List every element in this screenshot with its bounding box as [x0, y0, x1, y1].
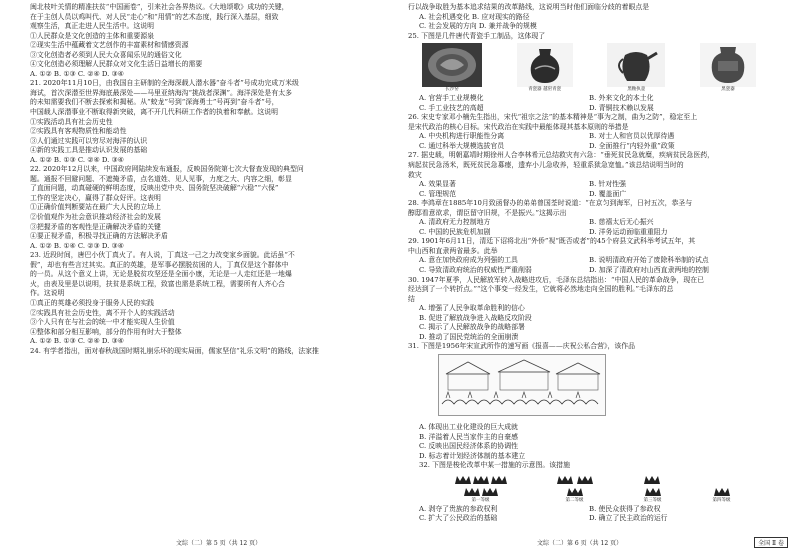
question-27	[408, 151, 770, 199]
q27-stem-line: 救灾	[408, 170, 422, 179]
text-line: 假”，却也有些言过其实。真正的英雄，是军事必摆脱贫困的人，丁真仅是这个群体中	[30, 260, 289, 269]
crown-group-2	[555, 474, 595, 504]
q28-stem-line: 醇邸看意欲求，谓臣留守旧规，不是振兴。”这揭示出	[408, 208, 567, 217]
q28-option-b: B. 慈禧太后无心振兴	[589, 218, 654, 227]
q30-option-a: A. 增强了人民争取革命胜利的信心	[419, 304, 525, 313]
q25-options-row-1	[408, 94, 770, 104]
porcelain-3	[607, 43, 665, 93]
q27-options-row-2	[408, 190, 770, 200]
text-line: 21. 2020年11月10日，由我国自主研制的全海深载人潜水器“奋斗者”号成功完成万米级	[30, 79, 299, 88]
q32-option-c: C. 扩大了公民政治的基础	[419, 514, 498, 523]
porcelain-4	[700, 43, 756, 93]
text-line: ②价值观作为社会意识推动经济社会的发展	[30, 213, 161, 222]
text-line: ②现实生活中蕴藏着文艺创作的丰富素材和情感资源	[30, 41, 189, 50]
q26-option-a: A. 中央机构进行职能性分离	[419, 132, 505, 141]
text-line: 的未知需要我们不断去探索和揭秘。从“蛟龙”号到“深海勇士”号再到“奋斗者”号，	[30, 98, 279, 107]
q30-stem-line: 经达到了一个转折点。”“这个事变一经发生，它就将必然地走向全国的胜利。”毛泽东的总	[408, 285, 674, 294]
q25-option-c: C. 手工业技艺的高超	[419, 103, 484, 112]
text-line: ①实践活动具有社会历史性	[30, 117, 113, 126]
q31-option-d: D. 标志着计划经济体制的基本建立	[419, 451, 526, 460]
q26-options-row-2	[408, 142, 770, 152]
crown-label-2: 第二等级	[565, 497, 584, 503]
crown-label-4: 第四等级	[712, 497, 731, 503]
q31-option-b: B. 洋溢着人民当家作主的自豪感	[419, 432, 519, 441]
text-line: ④要正视矛盾，积极寻找正确的方法解决矛盾	[30, 232, 168, 241]
text-line: 火，由表及里是以说明，扶贫是系统工程，致富也需是系统工程，需要所有人齐心合	[30, 279, 285, 288]
crown-group-4	[711, 474, 733, 504]
q24-options-cd: C. 社会发展的方向 D. 兼并战争的规模	[419, 22, 537, 31]
q30-option-b: B. 促进了解放战争进入战略反攻阶段	[419, 313, 532, 322]
crown-group-3	[642, 474, 664, 504]
q32-options-row-1	[408, 505, 770, 515]
text-line: 作。这说明	[30, 289, 65, 298]
q28-option-c: C. 中国的民族危机加剧	[419, 227, 491, 236]
text-line: 的一员。从这个意义上讲，无论是脱贫攻坚还是全面小康，无论是一人走红还是一地爆	[30, 270, 292, 279]
q28-option-a: A. 清政府无力控制地方	[419, 218, 491, 227]
q27-stem-line: 27. 据史载，明朝嘉靖时期徐州人合李林希元总结救灾有六急：“垂死贫民急就糜，疾病贫民急医药，	[408, 151, 715, 160]
text-line: ④文化创造必须理解人民群众对文化生活日益增长的需要	[30, 60, 203, 69]
text-line: A. ①② B. ①③ C. ②④ D. ③④	[30, 155, 124, 164]
text-line: 在于主创人员以鸡叫代、对人民“走心”和“用情”的艺术态度，践行深入基层，细致	[30, 12, 279, 21]
q25-option-a: A. 官营手工业规模化	[419, 94, 484, 103]
q26-option-d: D. 全面推行“内轻外重”政策	[589, 141, 675, 150]
q32-option-b: B. 使民众获得了参政权	[589, 504, 661, 513]
q26-option-c: C. 通过科举大规模选拔官员	[419, 141, 505, 150]
q29-options-row-1	[408, 256, 770, 266]
text-line: 中国载人深潜事业不断取得新突破，离不开几代科研工作者的执着和奉献。这说明	[30, 108, 279, 117]
q28-options-row-2	[408, 228, 770, 238]
q25-options-row-2	[408, 104, 770, 114]
text-line: 22. 2020年12月以来，中国政府网陆续发布通报，反映国务院第七次大督查发现的典型问	[30, 165, 304, 174]
jar-image	[700, 43, 756, 87]
sketch-image	[438, 354, 606, 416]
right-page-footer: 文综（二）第 6 页（共 12 页）	[537, 540, 623, 547]
text-line: ④整体和部分相互影响，部分的作用有时大于整体	[30, 327, 182, 336]
q29-option-d: D. 加深了清政府对山西直隶两地的控制	[589, 266, 709, 275]
text-line: ③文化创造者必须到人民大众喜闻乐见的通俗文化	[30, 50, 182, 59]
q27-option-a: A. 效果显著	[419, 180, 456, 189]
q25-option-d: D. 青铜技术赖以发展	[589, 103, 654, 112]
text-line: ③个人只有在与社会的统一中才能实现人生价值	[30, 318, 175, 327]
text-line: 题。通报不回避问题、不遮掩矛盾，点名道姓、见人见事，力度之大、内容之细，彰显	[30, 174, 292, 183]
crown-icon	[555, 474, 595, 498]
text-line: ②实践具有社会历史性，离不开个人的实践活动	[30, 308, 175, 317]
q25-stem: 25. 下图是几件唐代青瓷手工制品，这体现了	[408, 31, 546, 40]
text-line: 观察生活，真正走进人民生活中。这说明	[30, 22, 155, 31]
left-page-footer: 文综（二）第 5 页（共 12 页）	[176, 540, 262, 547]
q32-option-a: A. 剥夺了贵族的参政权利	[419, 504, 498, 513]
porcelain-1	[422, 43, 482, 93]
q24-options-ab: A. 社会机遇变化 B. 应对现实的路径	[419, 12, 530, 21]
q29-option-b: B. 说明清政府开始了废除科举制的试点	[589, 256, 709, 265]
q24-continued-line: 行以战争取胜为基本追求结果的改革路线，这说明当时他们面临分歧的着眼点是	[408, 3, 650, 11]
porcelain-caption-1: 长沙窑	[445, 87, 459, 93]
text-line: 24. 有学者指出，面对春秋战国时期礼崩乐坏的现实局面，儒家坚信“礼乐文明”的路线，法家推	[30, 346, 319, 355]
crown-icon	[711, 474, 733, 498]
q30-option-c: C. 揭示了人民解放战争的战略部署	[419, 323, 525, 332]
text-line: ②实践具有客观物质性和能动性	[30, 127, 127, 136]
porcelain-caption-4: 黑瓷器	[721, 87, 735, 93]
text-line: ③把握矛盾的客观性是正确解决矛盾的关键	[30, 222, 161, 231]
text-line: ④新的实践工具是推动认识发展的基础	[30, 146, 148, 155]
q27-stem-line: 病起贫民急汤米，既死贫民急募瘗，遗弃小儿急收养，轻重系狱急宽恤。”该总结说明当时的	[408, 161, 684, 170]
porcelain-caption-2: 青瓷器 越窑青瓷	[528, 87, 562, 93]
text-line: 工作的坚定决心，赢得了群众好评。这表明	[30, 193, 161, 202]
q32-option-d: D. 确立了民主政治的运行	[589, 514, 668, 523]
q29-stem-line: 中山西和直隶两省最多。此举	[408, 246, 498, 255]
q25-option-b: B. 外来文化的本土化	[589, 94, 654, 103]
text-line: 23. 近段时间，唐巴小伙丁真火了。有人说，丁真这一己之力改变家乡面貌。此话虽“不	[30, 251, 295, 260]
q28-stem-line: 28. 李鸿章在1885年10月致函督办的弟弟曾国荃时说道：“在京匀到海军，日衬五次，恭圣与	[408, 199, 693, 208]
q30-stem-line: 结	[408, 294, 415, 303]
q32-crown-diagram	[430, 474, 756, 504]
text-line: 了直面问题，动真碰硬的鲜明态度，反映出党中央、国务院坚决破解“六稳”“六保”	[30, 184, 279, 193]
porcelain-caption-3: 黑釉执壶	[627, 87, 646, 93]
ewer-image	[607, 43, 665, 87]
q31-option-c: C. 反映出国民经济体系的协调性	[419, 442, 518, 451]
q31-stem: 31. 下图是1956年宋宣武所作的速写画《报喜——庆祝公私合营》，该作品	[408, 342, 636, 351]
q27-option-b: B. 针对性强	[589, 180, 627, 189]
plate-image	[422, 43, 482, 87]
q27-options-row-1	[408, 180, 770, 190]
right-page	[397, 0, 794, 551]
text-line: 闽北枝叶关情的精准扶贫“中国画卷”，引来社会各界热议。《大地颂歌》成功的关键，	[30, 3, 289, 11]
q30-stem-line: 30. 1947年夏季，人民解放军转入战略进攻后，毛泽东总结指出：“中国人民的革命战争，现在已	[408, 275, 705, 284]
question-28	[408, 199, 770, 237]
crown-icon	[642, 474, 664, 498]
text-line: ①正确价值判断要站在最广大人民的立场上	[30, 203, 161, 212]
question-29	[408, 237, 770, 275]
porcelain-2	[517, 43, 573, 93]
text-line: ③人们通过实践可以穷尽对海洋的认识	[30, 136, 148, 145]
q24-continuation	[408, 3, 770, 32]
q27-option-d: D. 覆盖面广	[589, 189, 627, 198]
q26-option-b: B. 对士人和官员以优厚待遇	[589, 132, 675, 141]
q26-stem-line: 26. 宋史专家邓小楠先生指出，宋代“祖宗之法”的基本精神是“事为之制，曲为之防”，稳定至上	[408, 113, 698, 122]
q28-options-row-1	[408, 218, 770, 228]
q32-stem: 32. 下图是梭伦改革中某一措施的示意图。该措施	[419, 461, 570, 470]
text-line: ①人民群众是文化创造的主体和重要源泉	[30, 31, 155, 40]
q29-options-row-2	[408, 266, 770, 276]
q29-option-c: C. 导致清政府统治的权威性严重削弱	[419, 266, 532, 275]
q31-option-a: A. 体现出工业化建设的巨大成就	[419, 422, 518, 431]
crown-icon	[454, 474, 508, 498]
q30-option-d: D. 推动了国民党统治的全面崩溃	[419, 332, 519, 341]
crown-label-3: 第三等级	[643, 497, 662, 503]
q25-porcelain-images	[422, 43, 756, 93]
q26-stem-line: 是宋代政治的核心目标。宋代政治在实践中最能体现其基本原则的举措是	[408, 122, 629, 131]
q29-stem-line: 29. 1901年6月11日，清廷下诏将北出“外侨”视“既否或者”的45个府县文武科举考试五年，其	[408, 237, 696, 246]
q29-option-a: A. 意在加快政府成为列强的工具	[419, 256, 518, 265]
text-line: 海试，首次深潜至世界海底最深处——马里亚纳海沟“挑战者深渊”。海洋深处是有太多	[30, 88, 292, 97]
crown-label-1: 第一等级	[471, 497, 490, 503]
text-line: ①真正的英雄必须投身于服务人民的实践	[30, 298, 155, 307]
question-32	[408, 461, 770, 524]
q26-options-row-1	[408, 132, 770, 142]
q27-option-c: C. 管理规范	[419, 189, 456, 198]
q32-options-row-2	[408, 514, 770, 524]
text-line: A. ①② B. ①④ C. ②③ D. ③④	[30, 241, 124, 250]
exam-badge: 全国 Ⅱ 卷	[754, 537, 788, 548]
vase-image	[517, 43, 573, 87]
crown-group-1	[454, 474, 508, 504]
q28-option-d: D. 洋务运动面临重重阻力	[589, 227, 668, 236]
left-text-column	[30, 3, 383, 356]
text-line: A. ①② B. ①③ C. ②④ D. ③④	[30, 69, 124, 78]
text-line: A. ①② B. ①③ C. ②④ D. ③④	[30, 337, 124, 346]
question-26	[408, 113, 770, 151]
question-30	[408, 276, 770, 343]
question-25	[408, 32, 770, 114]
question-31	[408, 342, 770, 461]
